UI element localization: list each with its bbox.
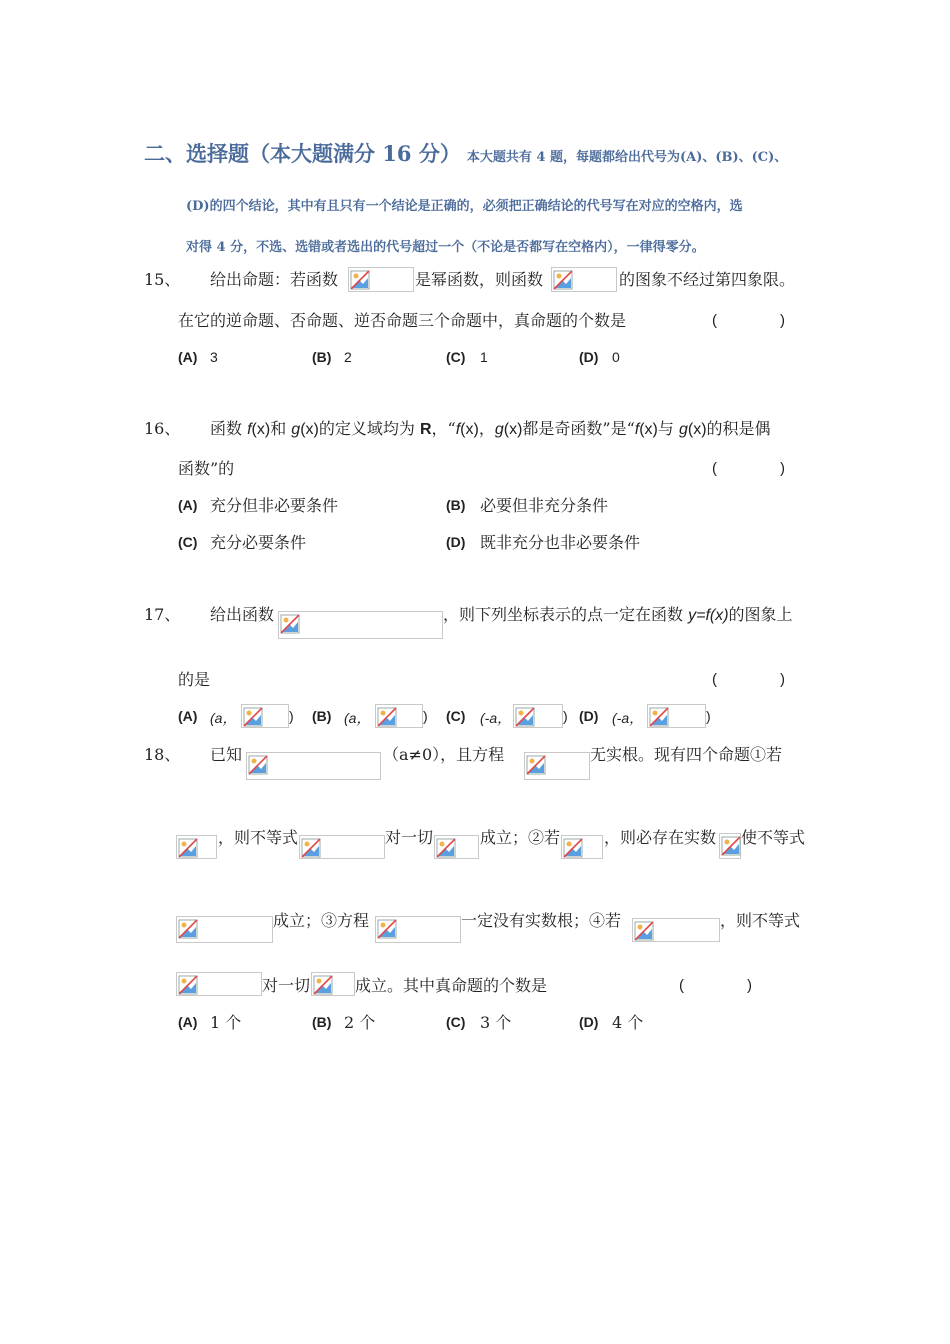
broken-image-icon xyxy=(178,919,198,939)
option-text: 0 xyxy=(612,349,620,365)
q17-text-2: ，则下列坐标表示的点一定在函数 y=f(x)的图象上 xyxy=(443,605,793,624)
option-label: (C) xyxy=(446,1014,466,1030)
math-image xyxy=(719,833,741,859)
option-text: 充分但非必要条件 xyxy=(210,496,339,515)
option-text: 2 xyxy=(344,349,352,365)
section-intro: 本大题共有 4 题，每题都给出代号为(A)、(B)、(C)、 xyxy=(466,150,788,165)
answer-paren-close: ) xyxy=(780,460,785,477)
broken-image-icon xyxy=(436,838,456,858)
q18-r3-text-a: 成立；③方程 xyxy=(273,911,370,930)
option-text: 3 个 xyxy=(480,1013,512,1032)
broken-image-icon xyxy=(563,838,583,858)
q18-r2-text-b: 对一切 xyxy=(385,828,434,847)
q15-text-3: 的图象不经过第四象限。 xyxy=(619,270,796,289)
answer-paren-open: ( xyxy=(712,460,717,477)
q18-text-3: 无实根。现有四个命题①若 xyxy=(590,745,783,764)
option-label: (D) xyxy=(446,534,466,550)
math-image xyxy=(241,704,289,728)
math-image xyxy=(176,916,273,943)
question-number-17: 17、 xyxy=(144,605,181,624)
math-image xyxy=(513,704,563,728)
broken-image-icon xyxy=(313,975,333,995)
option-text: (-a， xyxy=(612,710,644,726)
option-text: 既非充分也非必要条件 xyxy=(480,533,641,552)
broken-image-icon xyxy=(243,707,263,727)
broken-image-icon xyxy=(377,919,397,939)
broken-image-icon xyxy=(649,707,669,727)
option-label: (B) xyxy=(446,497,466,513)
question-number-16: 16、 xyxy=(144,419,181,438)
q15-text-2: 是幂函数，则函数 xyxy=(415,270,544,289)
q17-text-1: 给出函数 xyxy=(210,605,275,624)
broken-image-icon xyxy=(178,975,198,995)
broken-image-icon xyxy=(280,614,300,634)
option-text: 1 xyxy=(480,349,488,365)
option-text: ) xyxy=(423,708,428,724)
answer-paren-close: ) xyxy=(747,977,752,994)
option-label: (A) xyxy=(178,497,198,513)
math-image xyxy=(375,916,461,943)
math-image xyxy=(311,972,355,996)
answer-paren-open: ( xyxy=(679,977,684,994)
math-image xyxy=(524,752,590,780)
option-label: (C) xyxy=(446,708,466,724)
option-text: (a， xyxy=(210,710,237,726)
q18-r2-text-e: 使不等式 xyxy=(741,828,806,847)
math-image xyxy=(647,704,706,728)
option-text: (a， xyxy=(344,710,371,726)
option-text: 充分必要条件 xyxy=(210,533,307,552)
option-text: 必要但非充分条件 xyxy=(480,496,609,515)
section-title: 二、选择题（本大题满分 16 分） 本大题共有 4 题，每题都给出代号为(A)、(B)、(C)、 xyxy=(144,141,788,166)
broken-image-icon xyxy=(634,921,654,941)
option-label: (D) xyxy=(579,349,599,365)
math-image xyxy=(375,704,423,728)
broken-image-icon xyxy=(377,707,397,727)
math-image xyxy=(278,611,443,639)
answer-paren-open: ( xyxy=(712,671,717,688)
q18-r4-text-a: 对一切 xyxy=(262,976,311,995)
option-label: (D) xyxy=(579,708,599,724)
q18-r3-text-c: ，则不等式 xyxy=(720,911,801,930)
math-image xyxy=(246,752,381,780)
math-image xyxy=(348,267,414,292)
option-label: (B) xyxy=(312,349,332,365)
q18-r3-text-b: 一定没有实数根；④若 xyxy=(461,911,622,930)
section-intro-line-3: 对得 4 分，不选、选错或者选出的代号超过一个（不论是否都写在空格内），一律得零分。 xyxy=(186,240,705,255)
option-label: (D) xyxy=(579,1014,599,1030)
broken-image-icon xyxy=(301,838,321,858)
q17-line-2: 的是 xyxy=(178,670,211,689)
math-image xyxy=(551,267,617,292)
q18-r2-text-c: 成立；②若 xyxy=(480,828,561,847)
math-image xyxy=(176,835,217,859)
broken-image-icon xyxy=(178,838,198,858)
answer-paren-open: ( xyxy=(712,312,717,329)
option-label: (C) xyxy=(178,534,198,550)
option-label: (A) xyxy=(178,1014,198,1030)
broken-image-icon xyxy=(526,755,546,775)
q16-text-line-1: 函数 f(x)和 g(x)的定义域均为 R，“f(x)，g(x)都是奇函数”是“f(x)与 g(x)的积是偶 xyxy=(210,419,771,438)
q18-r4-text-b: 成立。其中真命题的个数是 xyxy=(355,976,548,995)
broken-image-icon xyxy=(515,707,535,727)
q18-r2-text-d: ，则必存在实数 xyxy=(604,828,717,847)
q18-text-2: （a≠0），且方程 xyxy=(383,745,505,764)
broken-image-icon xyxy=(350,270,370,290)
option-text: ) xyxy=(289,708,294,724)
broken-image-icon xyxy=(248,755,268,775)
broken-image-icon xyxy=(553,270,573,290)
option-text: ) xyxy=(563,708,568,724)
broken-image-icon xyxy=(721,836,741,856)
option-label: (B) xyxy=(312,1014,332,1030)
answer-paren-close: ) xyxy=(780,671,785,688)
option-label: (A) xyxy=(178,349,198,365)
question-number-15: 15、 xyxy=(144,270,181,289)
option-text: ) xyxy=(706,708,711,724)
q15-text-1: 给出命题：若函数 xyxy=(210,270,339,289)
math-image xyxy=(632,918,720,942)
math-image xyxy=(299,835,385,859)
section-intro-line-2: (D)的四个结论，其中有且只有一个结论是正确的，必须把正确结论的代号写在对应的空格内，选 xyxy=(186,199,743,214)
option-label: (A) xyxy=(178,708,198,724)
q18-text-1: 已知 xyxy=(210,745,243,764)
option-label: (B) xyxy=(312,708,332,724)
answer-paren-close: ) xyxy=(780,312,785,329)
question-number-18: 18、 xyxy=(144,745,181,764)
option-text: 2 个 xyxy=(344,1013,376,1032)
option-text: 4 个 xyxy=(612,1013,644,1032)
q16-line-2: 函数”的 xyxy=(178,459,235,478)
q15-line-2: 在它的逆命题、否命题、逆否命题三个命题中，真命题的个数是 xyxy=(178,311,627,330)
option-text: 1 个 xyxy=(210,1013,242,1032)
math-image xyxy=(176,972,262,996)
option-text: 3 xyxy=(210,349,218,365)
q18-r2-text-a: ，则不等式 xyxy=(218,828,299,847)
option-label: (C) xyxy=(446,349,466,365)
option-text: (-a， xyxy=(480,710,512,726)
math-image xyxy=(561,835,603,859)
math-image xyxy=(434,835,479,859)
